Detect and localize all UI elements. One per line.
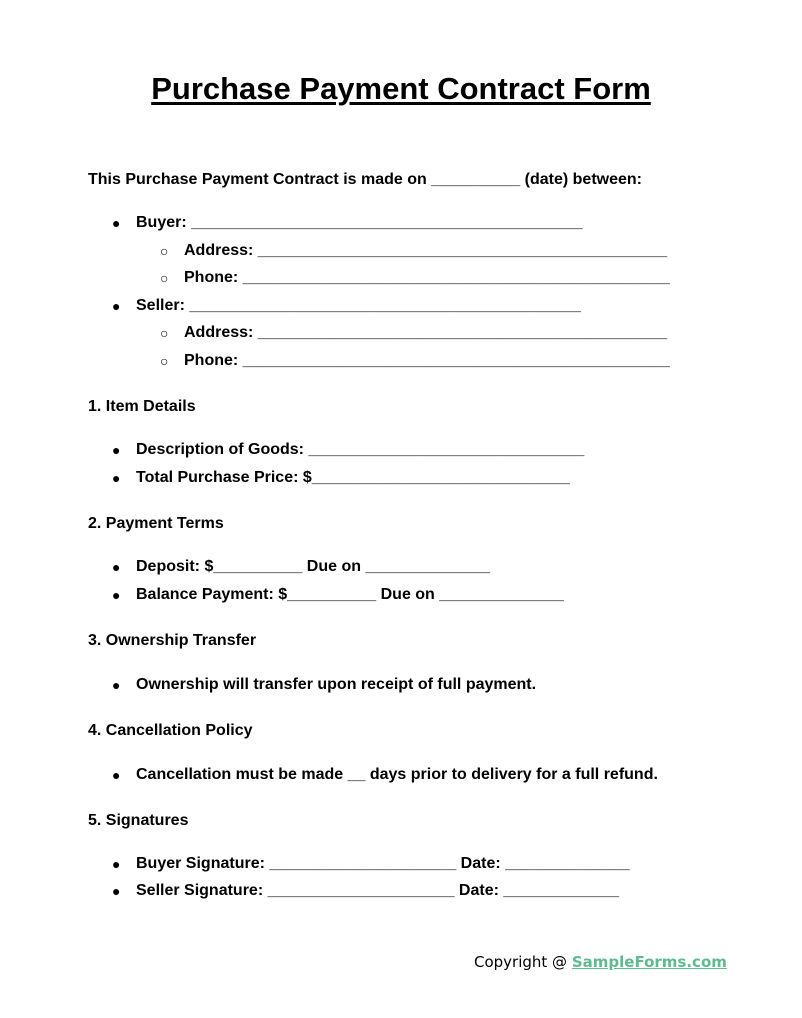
copyright-footer: [474, 953, 727, 971]
sub-bullet-icon: ○: [160, 325, 169, 341]
page-title: Purchase Payment Contract Form: [151, 71, 651, 106]
total-purchase-price-field: Total Purchase Price: $_____________________________: [136, 469, 570, 486]
description-of-goods-field: Description of Goods: _______________________________: [136, 441, 585, 458]
section-heading-item-details: 1. Item Details: [88, 398, 196, 415]
bullet-icon: ●: [112, 883, 121, 899]
buyer-signature-field: Buyer Signature: _____________________ Date: ______________: [136, 855, 630, 872]
bullet-icon: ●: [112, 587, 121, 603]
buyer-address-field: Address: ______________________________________________: [184, 242, 668, 259]
bullet-icon: ●: [112, 470, 121, 486]
section-heading-ownership-transfer: 3. Ownership Transfer: [88, 632, 257, 649]
bullet-icon: ●: [112, 442, 121, 458]
bullet-icon: ●: [112, 559, 121, 575]
cancellation-text: Cancellation must be made __ days prior to delivery for a full refund.: [136, 766, 658, 783]
sub-bullet-icon: ○: [160, 353, 169, 369]
bullet-icon: ●: [112, 298, 121, 314]
deposit-field: Deposit: $__________ Due on ______________: [136, 558, 491, 575]
seller-signature-field: Seller Signature: _____________________ Date: _____________: [136, 882, 620, 899]
bullet-icon: ●: [112, 856, 121, 872]
bullet-icon: ●: [112, 767, 121, 783]
intro-text: This Purchase Payment Contract is made on __________ (date) between:: [88, 171, 642, 188]
section-heading-payment-terms: 2. Payment Terms: [88, 515, 224, 532]
sampleforms-link[interactable]: SampleForms.com: [571, 953, 727, 971]
sub-bullet-icon: ○: [160, 270, 169, 286]
sub-bullet-icon: ○: [160, 243, 169, 259]
section-heading-cancellation-policy: 4. Cancellation Policy: [88, 722, 253, 739]
buyer-phone-field: Phone: ________________________________________________: [184, 269, 670, 286]
bullet-icon: ●: [112, 677, 121, 693]
seller-field: Seller: ____________________________________________: [136, 297, 581, 314]
bullet-icon: ●: [112, 215, 121, 231]
buyer-field: Buyer: ____________________________________________: [136, 214, 583, 231]
seller-address-field: Address: ______________________________________________: [184, 324, 668, 341]
section-heading-signatures: 5. Signatures: [88, 812, 189, 829]
ownership-transfer-text: Ownership will transfer upon receipt of full payment.: [136, 676, 537, 693]
copyright-text: Copyright @: [474, 953, 572, 971]
balance-payment-field: Balance Payment: $__________ Due on ______________: [136, 586, 564, 603]
seller-phone-field: Phone: ________________________________________________: [184, 352, 670, 369]
